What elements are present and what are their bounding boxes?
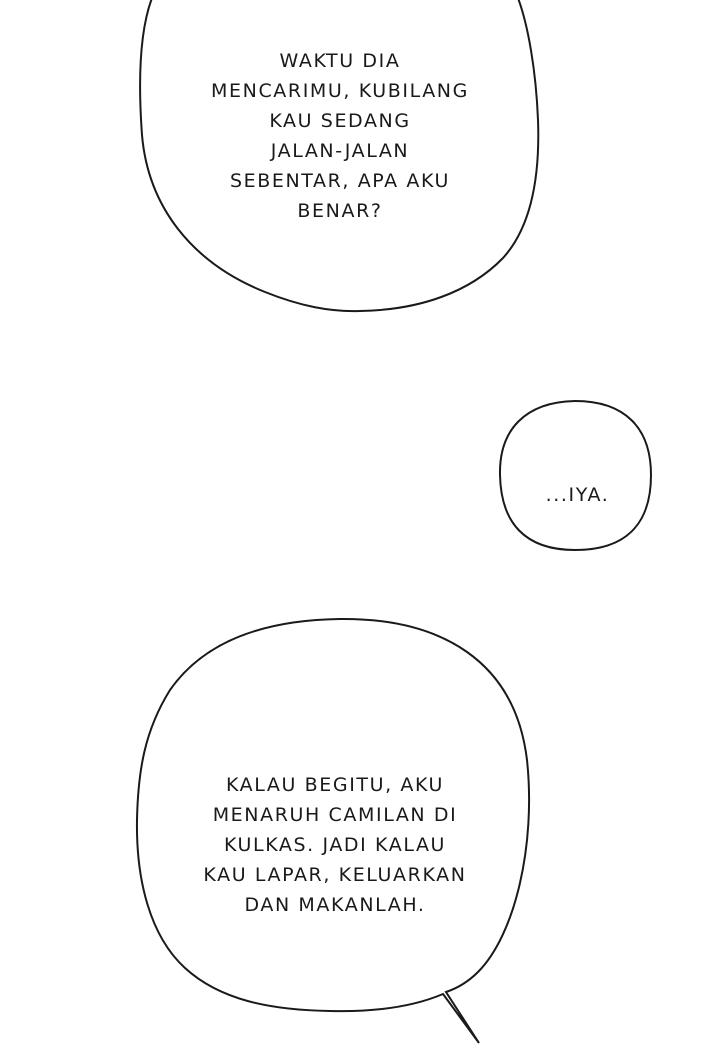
speech-bubble-3-text: KALAU BEGITU, AKU MENARUH CAMILAN DI KULKAS. JADI KALAU KAU LAPAR, KELUARKAN DAN MAKANLAH. — [203, 774, 467, 916]
speech-bubble-2 — [500, 401, 651, 550]
speech-bubble-1-text: WAKTU DIA MENCARIMU, KUBILANG KAU SEDANG JALAN-JALAN SEBENTAR, APA AKU BENAR? — [211, 50, 469, 222]
speech-bubble-2-text: ...IYA. — [545, 484, 610, 506]
